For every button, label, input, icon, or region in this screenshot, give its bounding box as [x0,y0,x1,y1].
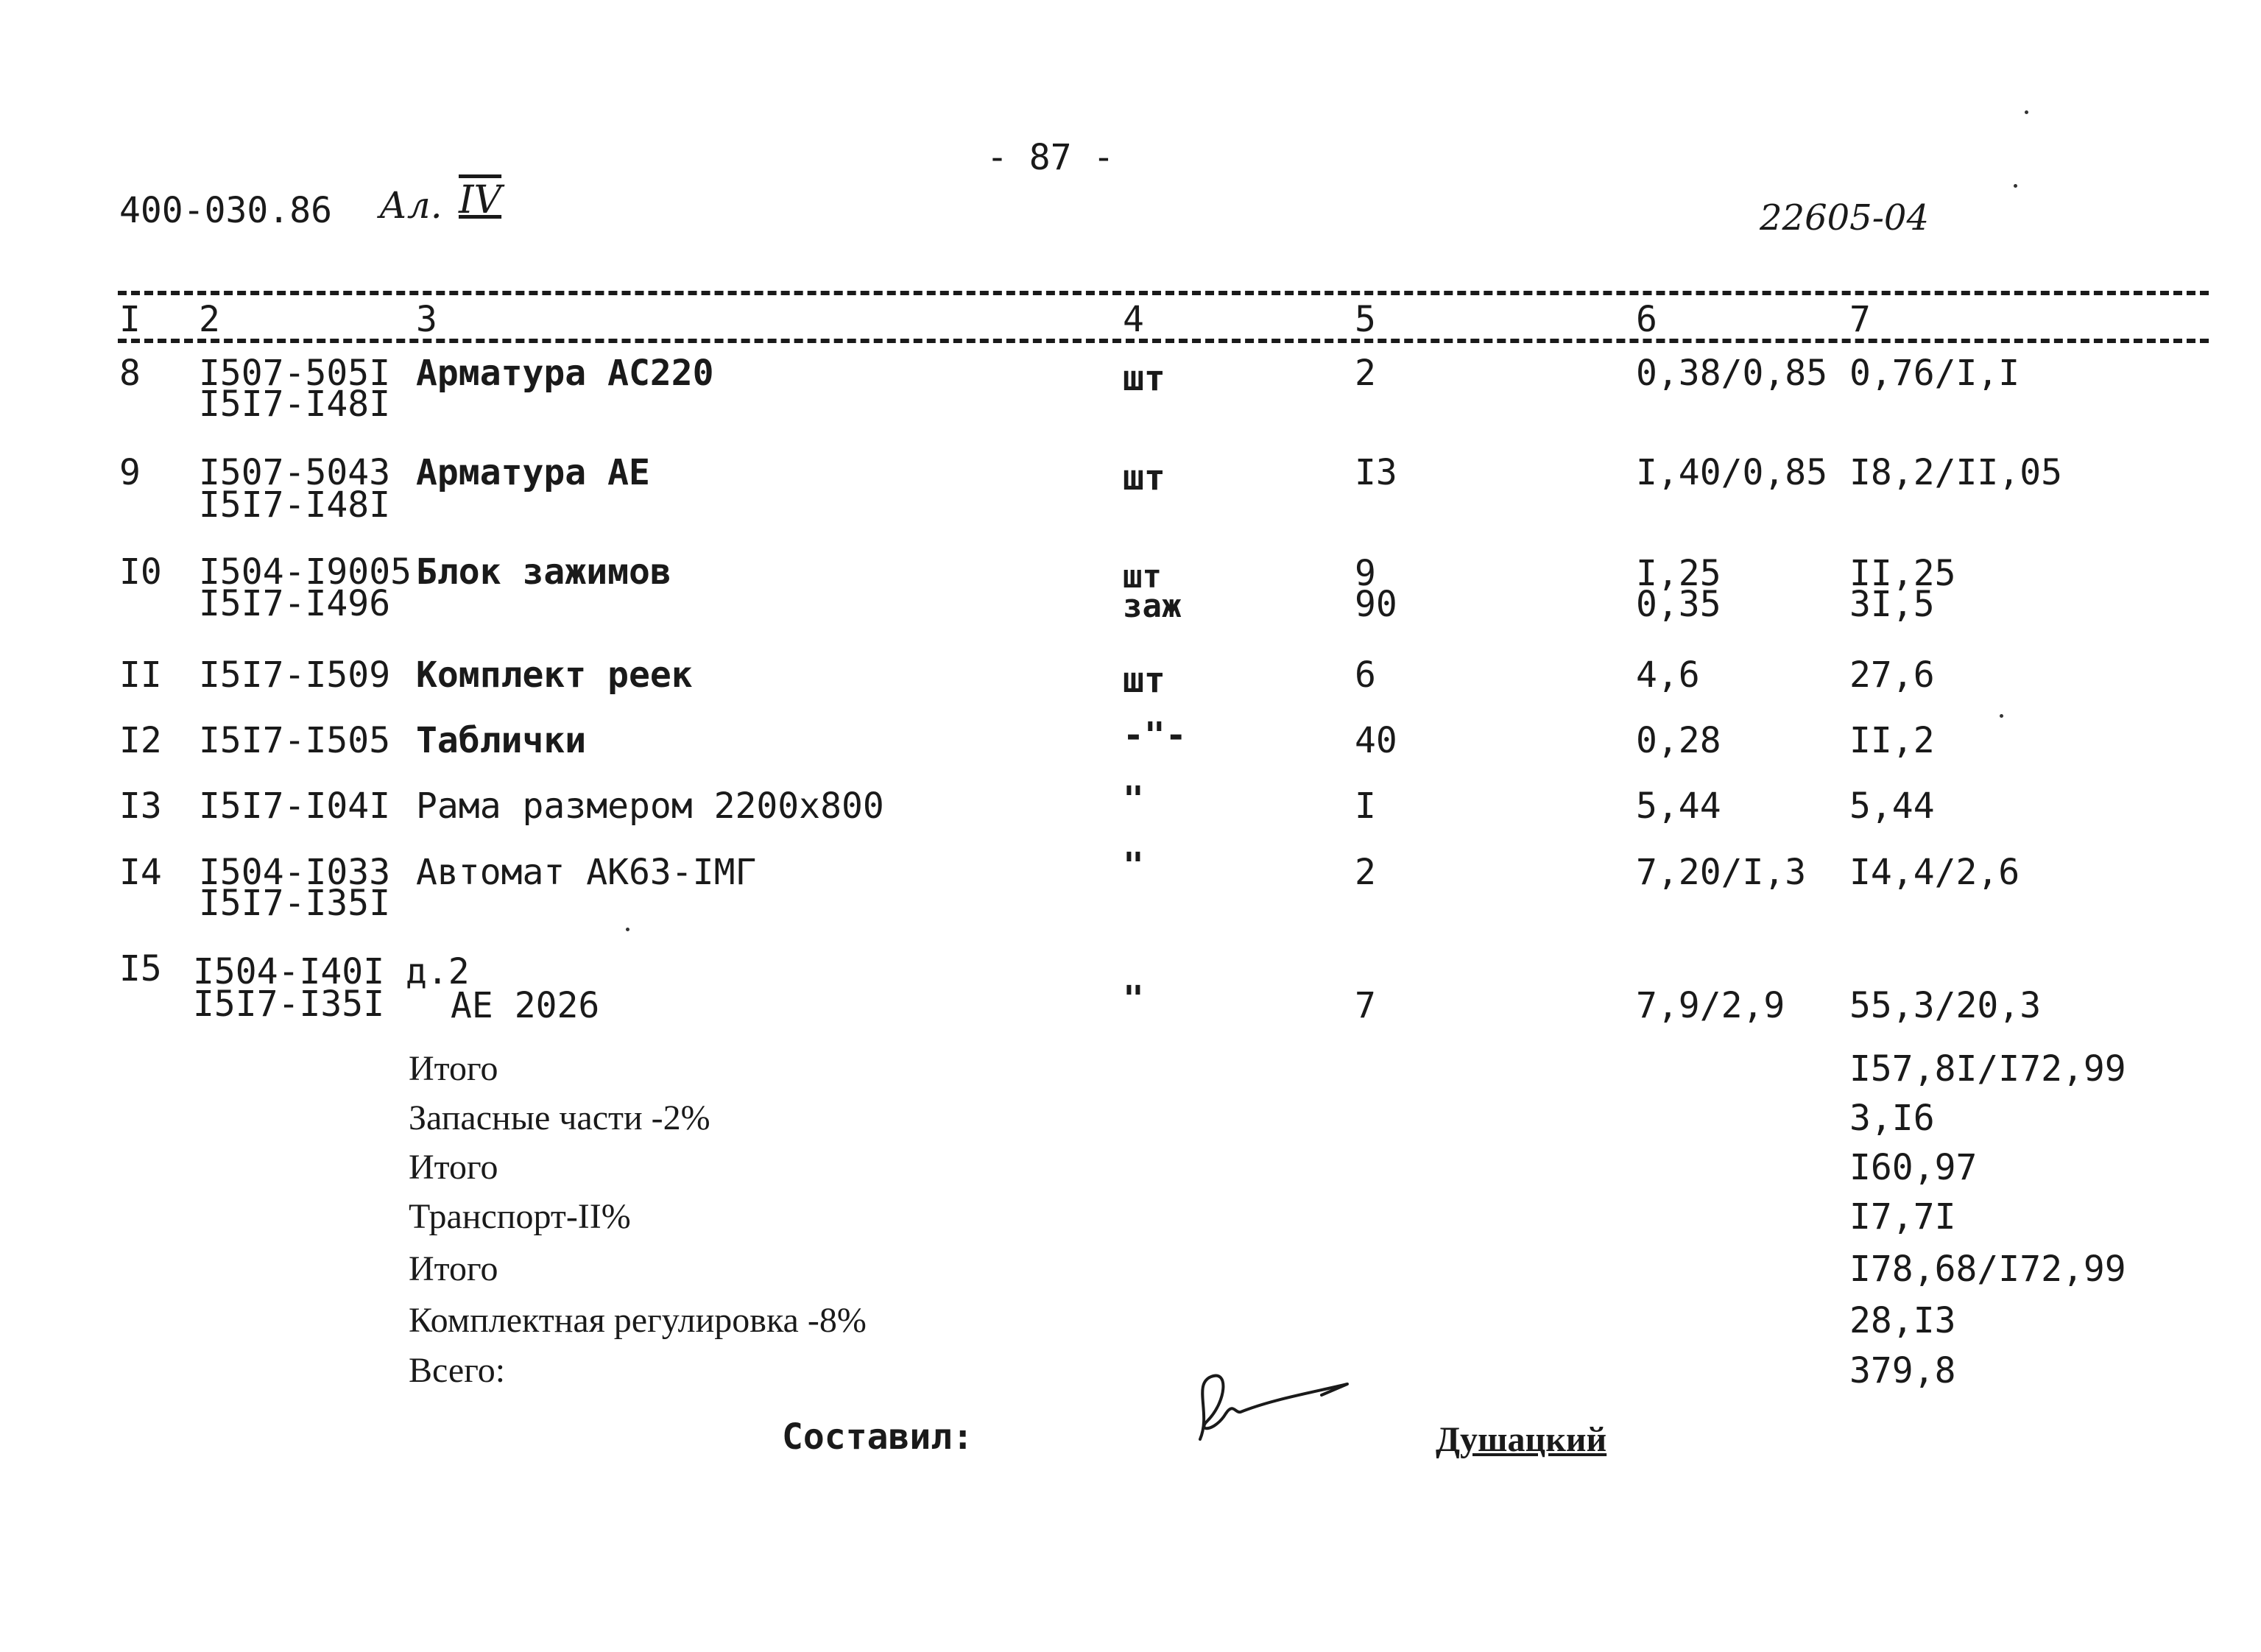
row-name: Арматура АС220 [416,353,714,394]
summary-label: Итого [409,1249,498,1288]
summary-value: I78,68/I72,99 [1849,1249,2126,1290]
row-qty: I [1355,786,1376,827]
row-number: II [119,654,162,696]
row-unit: шт [1123,457,1165,498]
row-total: 27,6 [1849,654,1935,696]
page-number: - 87 - [987,137,1115,178]
row-price: I,25 [1636,553,1721,594]
row-name: Автомат АК63-IМГ [416,852,757,893]
summary-label: Комплектная регулировка -8% [409,1301,867,1340]
album-number: IV [459,178,502,222]
summary-value: I7,7I [1849,1196,1956,1238]
row-code: I5I7-I48I [199,484,391,526]
row-code: I507-505I [199,353,391,394]
row-number: I5 [119,948,162,989]
summary-value: I60,97 [1849,1147,1978,1188]
row-code: I504-I9005 [199,551,412,593]
row-name: Блок зажимов [416,551,671,593]
row-qty: I3 [1355,452,1397,493]
summary-label: Итого [409,1049,498,1088]
column-header: 7 [1849,299,1871,340]
row-unit: " [1123,978,1144,1020]
row-code: I5I7-I509 [199,654,391,696]
row-qty: 40 [1355,720,1397,761]
row-number: I4 [119,852,162,893]
row-qty: 9 [1355,553,1376,594]
row-code: I5I7-I35I [199,883,391,924]
row-total: 55,3/20,3 [1849,985,2042,1026]
row-unit: шт [1123,660,1165,701]
row-unit: " [1123,845,1144,886]
column-header: 2 [199,299,220,340]
row-price: I,40/0,85 [1636,452,1828,493]
table-top-rule [118,291,2209,295]
row-unit: шт [1123,558,1162,596]
row-number: 8 [119,353,141,394]
row-code: I5I7-I496 [199,583,391,624]
compiled-label: Составил: [782,1416,974,1458]
column-header: 3 [416,299,437,340]
scan-speck [626,928,629,931]
summary-label: Транспорт-II% [409,1197,631,1236]
row-number: 9 [119,452,141,493]
row-code: I504-I033 [199,852,391,893]
row-total: 5,44 [1849,786,1935,827]
row-unit: заж [1123,587,1182,625]
row-code: I5I7-I35I [193,984,385,1025]
sheet-code: 22605-04 [1760,197,1929,239]
row-qty: 6 [1355,654,1376,696]
row-price: 0,35 [1636,584,1721,625]
row-number: I0 [119,551,162,593]
row-name: АЕ 2026 [451,985,600,1026]
compiler-name: Душацкий [1436,1420,1607,1459]
signature [1171,1362,1362,1458]
scan-speck [2000,714,2003,718]
row-qty: 90 [1355,584,1397,625]
summary-value: 3,I6 [1849,1098,1935,1139]
row-qty: 2 [1355,852,1376,893]
row-total: 3I,5 [1849,584,1935,625]
row-code: I5I7-I505 [199,720,391,761]
summary-value: 379,8 [1849,1350,1956,1391]
row-name: Рама размером 2200х800 [416,786,884,827]
row-total: I8,2/II,05 [1849,452,2062,493]
row-price: 0,38/0,85 [1636,353,1828,394]
album-prefix: Ал. [379,184,442,227]
row-price: 5,44 [1636,786,1721,827]
row-code: I504-I40I д.2 [193,951,470,992]
row-code: I5I7-I48I [199,384,391,425]
row-unit: шт [1123,358,1165,399]
summary-value: 28,I3 [1849,1300,1956,1341]
row-total: II,25 [1849,553,1956,594]
column-header: 5 [1355,299,1376,340]
scan-speck [2025,110,2028,114]
row-name: Комплект реек [416,654,693,696]
row-code: I5I7-I04I [199,786,391,827]
row-price: 4,6 [1636,654,1700,696]
row-unit: -"- [1123,715,1187,756]
row-qty: 2 [1355,353,1376,394]
row-price: 7,9/2,9 [1636,985,1785,1026]
row-name: Арматура АЕ [416,452,650,493]
row-price: 7,20/I,3 [1636,852,1807,893]
scan-speck [2014,184,2017,188]
row-unit: " [1123,779,1144,820]
row-total: I4,4/2,6 [1849,852,2020,893]
row-number: I2 [119,720,162,761]
doc-code: 400-030.86 [119,190,332,231]
summary-label: Запасные части -2% [409,1098,710,1137]
row-number: I3 [119,786,162,827]
column-header: I [119,299,141,340]
row-price: 0,28 [1636,720,1721,761]
row-name: Таблички [416,720,587,761]
summary-label: Итого [409,1148,498,1187]
row-total: II,2 [1849,720,1935,761]
column-header: 6 [1636,299,1657,340]
column-header: 4 [1123,299,1144,340]
row-qty: 7 [1355,985,1376,1026]
summary-value: I57,8I/I72,99 [1849,1048,2126,1090]
summary-label: Всего: [409,1351,506,1390]
row-total: 0,76/I,I [1849,353,2020,394]
row-code: I507-5043 [199,452,391,493]
